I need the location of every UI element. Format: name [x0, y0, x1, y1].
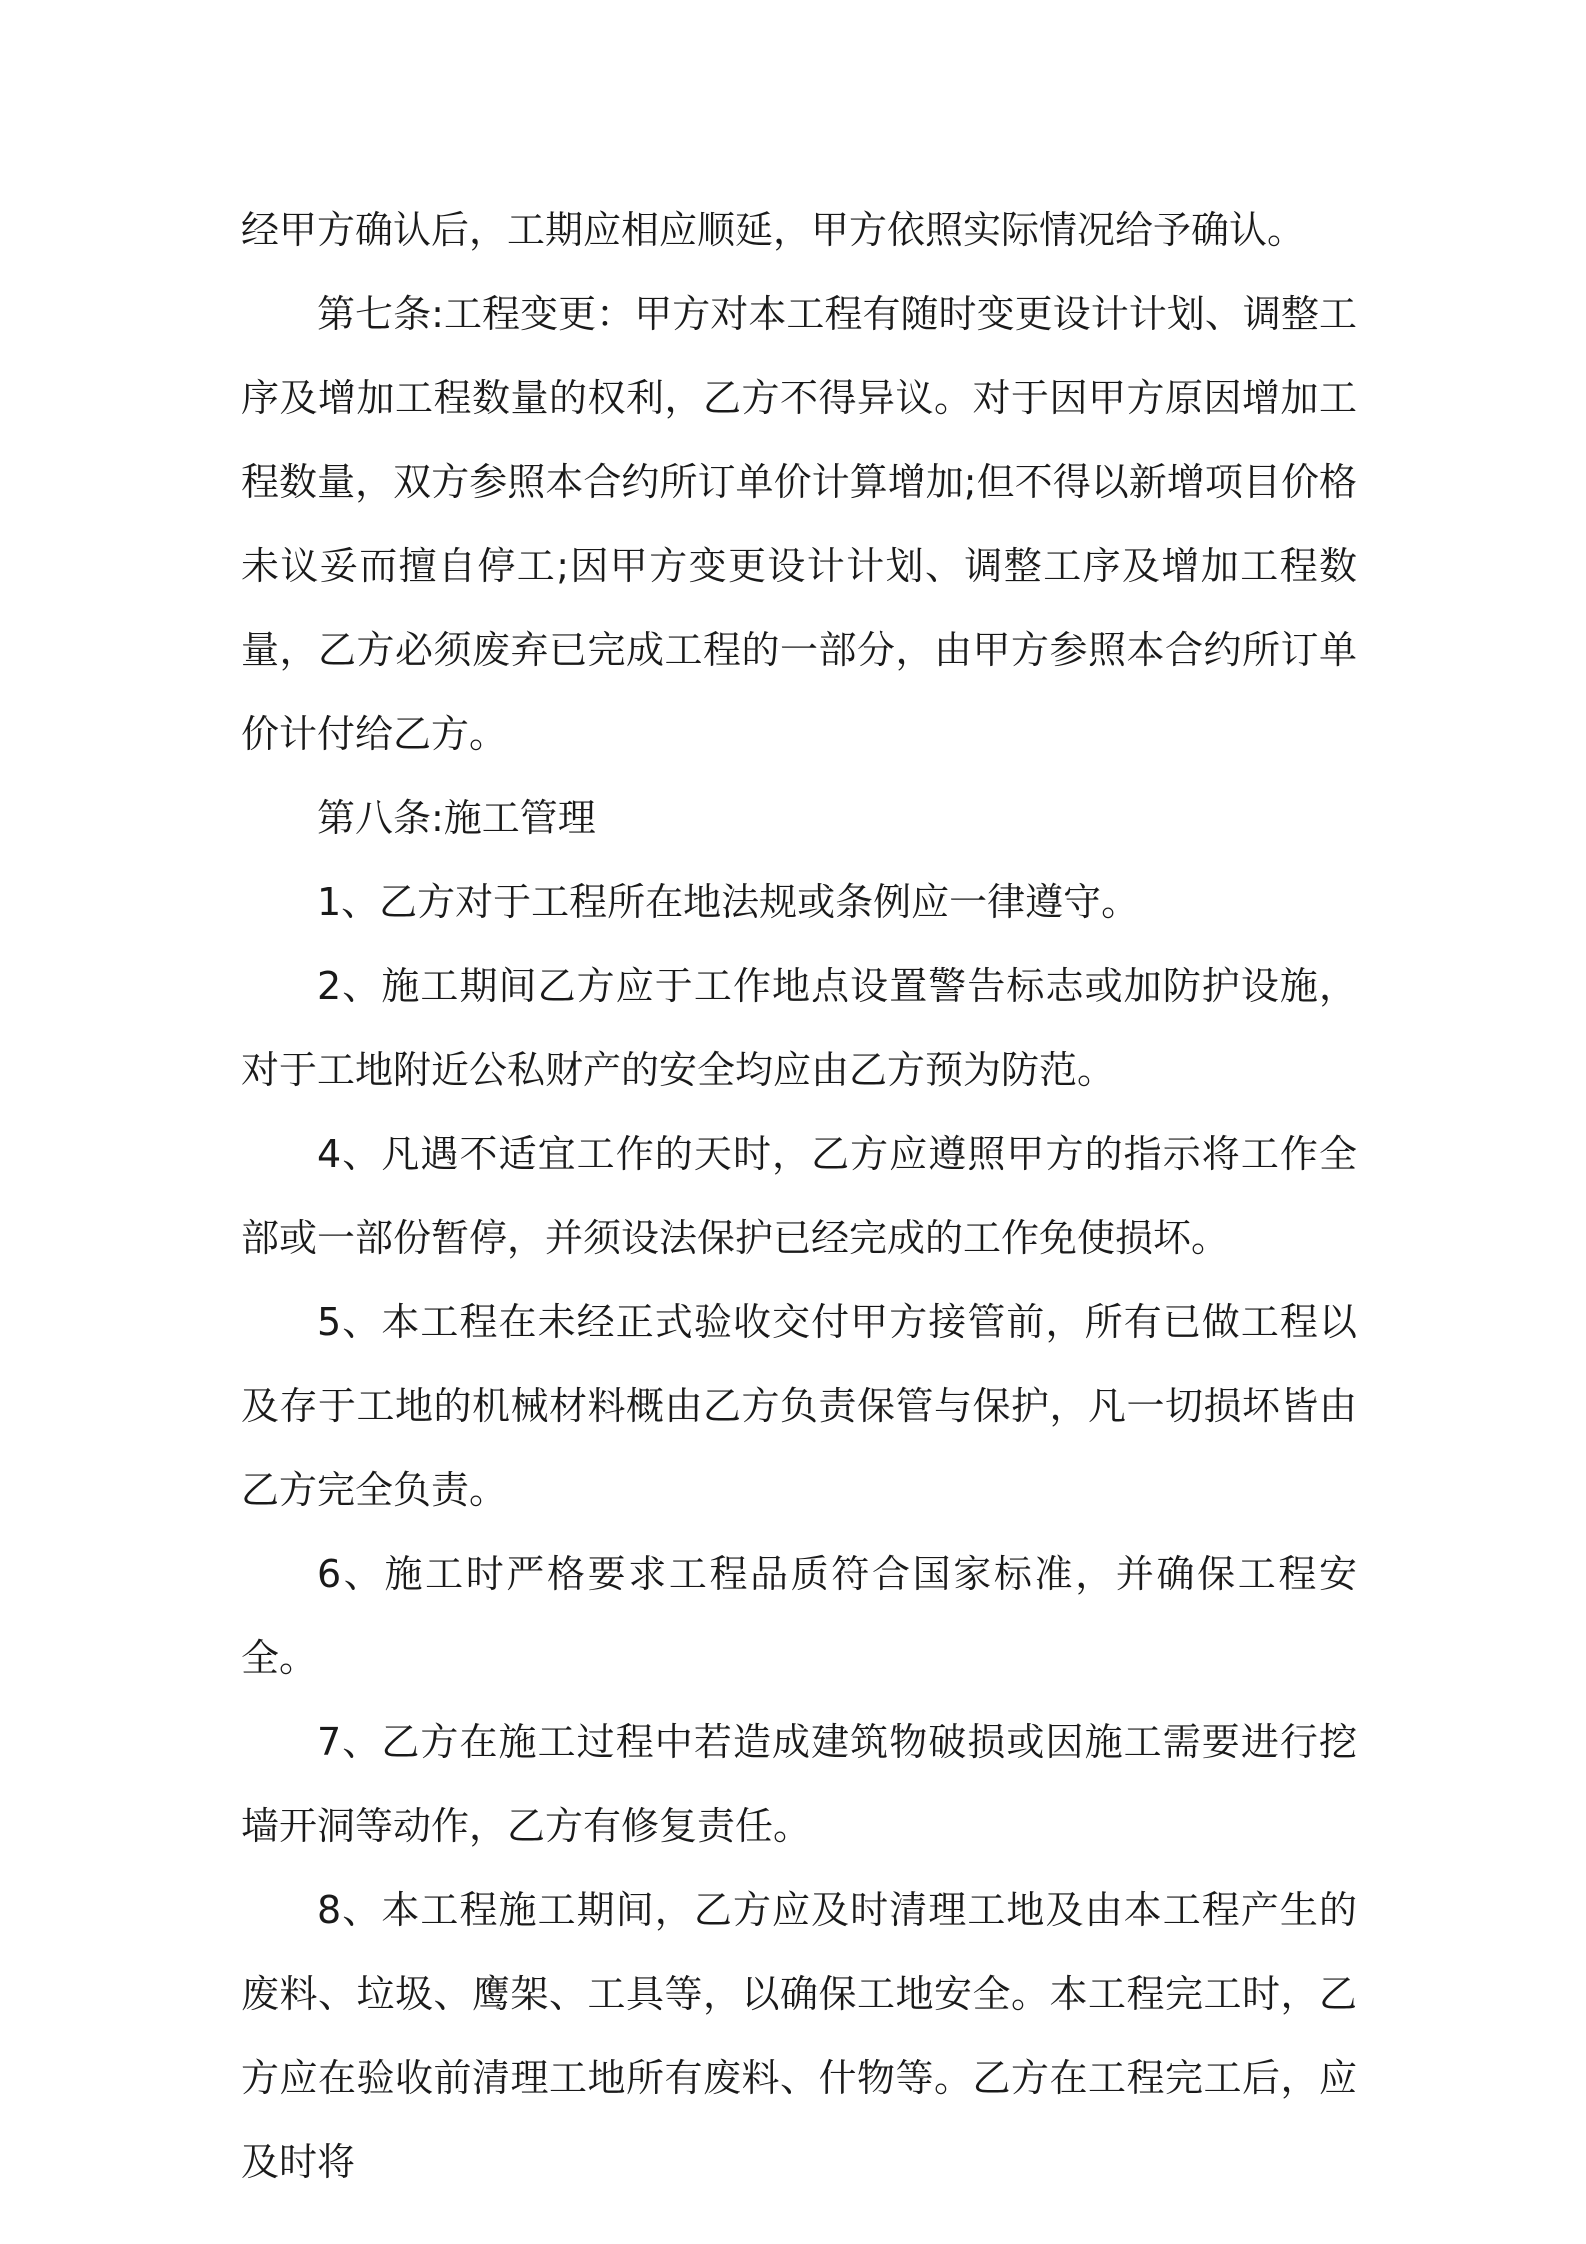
- paragraph-clause-2: 2、施工期间乙方应于工作地点设置警告标志或加防护设施，对于工地附近公私财产的安全均应由乙方预为防范。: [241, 964, 1357, 1092]
- document-body: [241, 188, 1357, 2204]
- paragraph-clause-6: 6、施工时严格要求工程品质符合国家标准，并确保工程安全。: [241, 1552, 1357, 1680]
- paragraph-article-7: 第七条:工程变更：甲方对本工程有随时变更设计计划、调整工序及增加工程数量的权利，乙方不得异议。对于因甲方原因增加工程数量，双方参照本合约所订单价计算增加;但不得以新增项目价格未议妥而擅自停工;因甲方变更设计计划、调整工序及增加工程数量，乙方必须废弃已完成工程的一部分，由甲方参照本合约所订单价计付给乙方。: [241, 292, 1357, 756]
- paragraph-clause-8: 8、本工程施工期间，乙方应及时清理工地及由本工程产生的废料、垃圾、鹰架、工具等，以确保工地安全。本工程完工时，乙方应在验收前清理工地所有废料、什物等。乙方在工程完工后，应及时将: [241, 1888, 1357, 2184]
- paragraph-continuation: 经甲方确认后，工期应相应顺延，甲方依照实际情况给予确认。: [241, 208, 1306, 252]
- paragraph-clause-7: 7、乙方在施工过程中若造成建筑物破损或因施工需要进行挖墙开洞等动作，乙方有修复责任。: [241, 1720, 1357, 1848]
- paragraph-article-8-heading: 第八条:施工管理: [317, 796, 596, 840]
- paragraph-clause-5: 5、本工程在未经正式验收交付甲方接管前，所有已做工程以及存于工地的机械材料概由乙方负责保管与保护，凡一切损坏皆由乙方完全负责。: [241, 1300, 1357, 1512]
- paragraph-clause-4: 4、凡遇不适宜工作的天时，乙方应遵照甲方的指示将工作全部或一部份暂停，并须设法保护已经完成的工作免使损坏。: [241, 1132, 1357, 1260]
- paragraph-clause-1: 1、乙方对于工程所在地法规或条例应一律遵守。: [317, 880, 1140, 924]
